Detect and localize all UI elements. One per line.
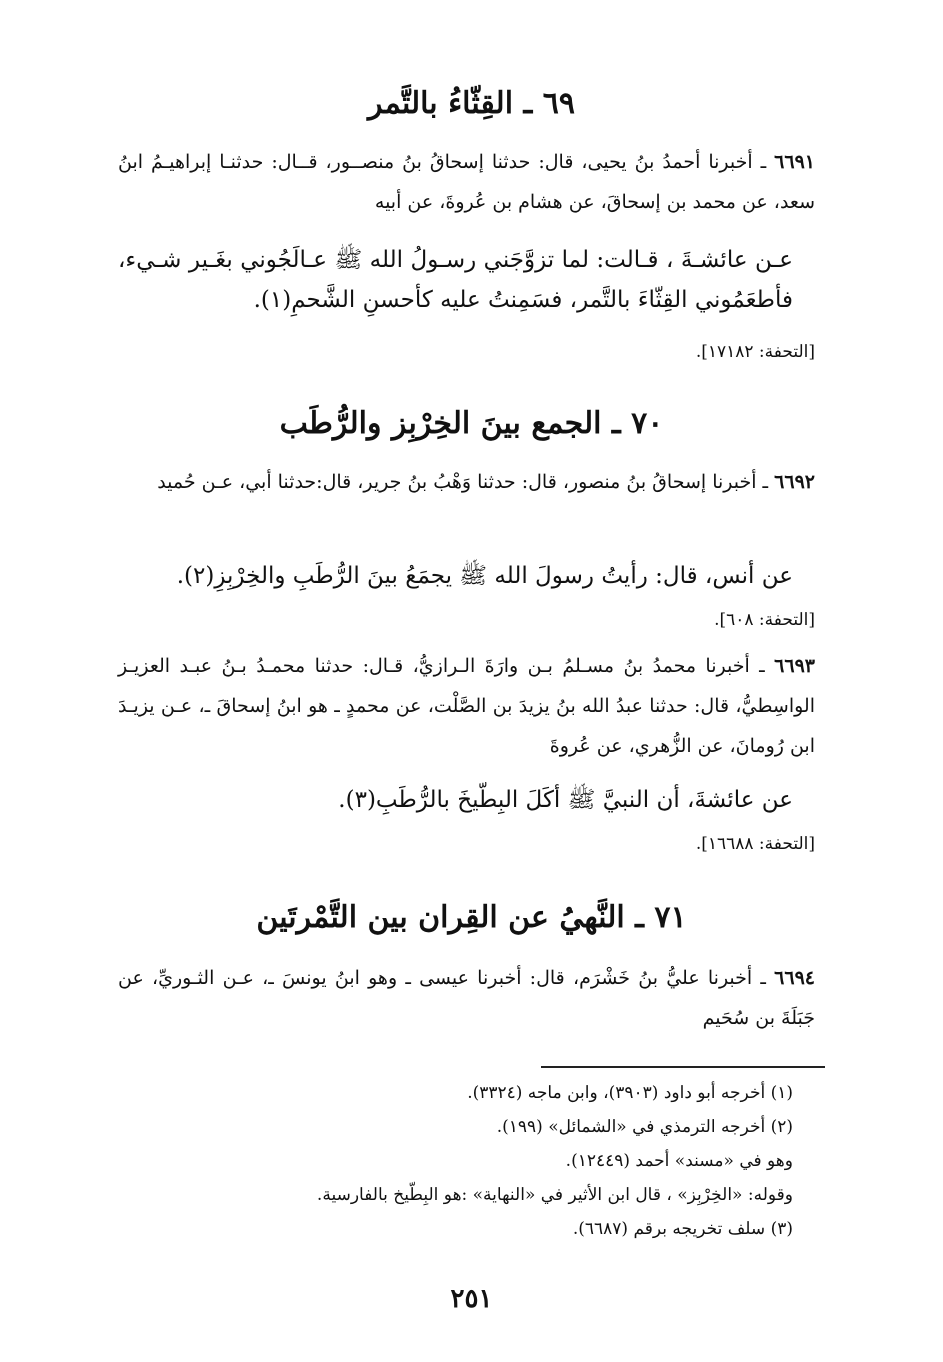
chapter-heading-71: ٧١ ـ النَّهيُ عن القِران بين التَّمْرتَين: [256, 900, 687, 935]
tuhfa-reference-6692: [التحفة: ٦٠٨].: [714, 610, 815, 630]
hadith-isnad-6692: [118, 462, 815, 502]
page-number: ٢٥١: [450, 1284, 493, 1314]
hadith-isnad-6691: [118, 142, 815, 222]
hadith-matn-6693: عن عائشةَ، أن النبيَّ ﷺ أكَلَ البِطّيخَ بالرُّطَبِ(٣).: [338, 787, 793, 813]
footnote-separator: [541, 1066, 825, 1068]
isnad-text-6693: ـ أخبرنا محمدُ بنُ مسـلمُ بـن وارَةَ الـرازيُّ، قـال: حدثنا محمـدُ بـنُ عبـد العزيـز الواسِطيُّ، قال: حدثنا عبدُ الله بنُ يزيدَ بن الصَّلْت، عن محمدٍ ـ هو ابنُ إسحاقَ ـ، عـن يزيـدَ ابن رُومانَ، عن الزُّهري، عن عُروةَ: [118, 655, 815, 757]
chapter-heading-69: ٦٩ ـ القِثّاءُ بالتَّمر: [368, 86, 575, 121]
footnotes: [118, 1076, 793, 1246]
footnote-2: (٢) أخرجه الترمذي في «الشمائل» (١٩٩).: [496, 1117, 793, 1137]
isnad-text-6692: ـ أخبرنا إسحاقُ بنُ منصور، قال: حدثنا وَهْبُ بنُ جرير، قال:حدثنا أبي، عـن حُميد: [157, 471, 775, 493]
footnote-3: (٣) سلف تخريجه برقم (٦٦٨٧).: [572, 1219, 793, 1239]
hadith-number-6693: ٦٦٩٣: [774, 655, 815, 677]
isnad-text-6694: ـ أخبرنا عليُّ بنُ خَشْرَم، قال: أخبرنا عيسى ـ وهو ابنُ يونسَ ـ، عـن الثـوريِّ، عن جَبَلَةَ بن سُحَيم: [118, 967, 815, 1029]
hadith-number-6694: ٦٦٩٤: [774, 967, 815, 989]
hadith-number-6691: ٦٦٩١: [774, 151, 815, 173]
isnad-text-6691: ـ أخبرنا أحمدُ بنُ يحيى، قال: حدثنا إسحاقُ بنُ منصــور، قــال: حدثنـا إبراهيـمُ ابنُ سعد، عن محمد بن إسحاقَ، عن هشام بن عُروةَ، عن أبيه: [118, 151, 815, 213]
footnote-1: (١) أخرجه أبو داود (٣٩٠٣)، وابن ماجه (٣٣٢٤).: [467, 1083, 793, 1103]
tuhfa-reference-6693: [التحفة: ١٦٦٨٨].: [695, 834, 815, 854]
hadith-matn-6692: عن أنس، قال: رأيتُ رسولَ الله ﷺ يجمَعُ بينَ الرُّطَبِ والخِرْبِزِ(٢).: [176, 563, 793, 589]
chapter-heading-70: ٧٠ ـ الجمع بينَ الخِرْبِز والرُّطَب: [279, 406, 664, 441]
hadith-isnad-6694: [118, 958, 815, 1038]
footnote-2-cont: وهو في «مسند» أحمد (١٢٤٤٩).: [565, 1151, 793, 1171]
footnote-2-note: وقوله: «الخِرْبِز» ، قال ابن الأثير في «النهاية» :هو البِطّيخ بالفارسية.: [316, 1185, 793, 1205]
hadith-matn-6691: عـن عائشـةَ ، قـالت: لما تزوَّجَني رسـولُ الله ﷺ عـالَجُوني بغَـير شـيء، فأطعَمُوني القِثّاءَ بالتَّمر، فسَمِنتُ عليه كأحسنِ الشَّحمِ(١).: [118, 247, 793, 313]
hadith-isnad-6693: [118, 646, 815, 766]
hadith-number-6692: ٦٦٩٢: [774, 471, 815, 493]
tuhfa-reference-6691: [التحفة: ١٧١٨٢].: [695, 342, 815, 362]
